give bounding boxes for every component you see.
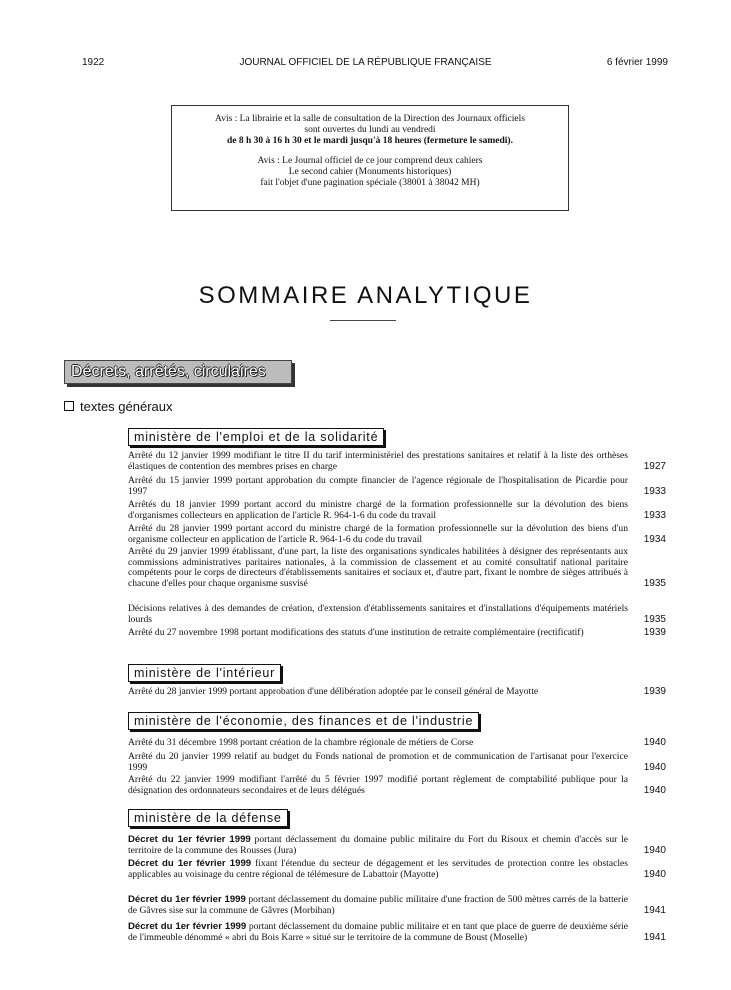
entry-text: portant déclassement du domaine public militaire du Fort du Risoux et chemin d'accès sur le territoire de la commune des Rousses (Jura)	[128, 834, 628, 856]
entry-text: portant déclassement du domaine public militaire et en tant que place de guerre de deuxième série de l'immeuble dénommé « abri du Bois Karre » situé sur le territoire de la commune de Boust (Moselle)	[128, 921, 629, 943]
entry-lead: Décret du 1er février 1999	[128, 894, 246, 905]
entry-page: 1933	[643, 509, 666, 521]
entry-page: 1940	[643, 761, 666, 773]
entry-lead: Décret du 1er février 1999	[128, 858, 252, 869]
entry-page: 1935	[643, 577, 666, 589]
notice-line: Avis : Le Journal officiel de ce jour comprend deux cahiers	[257, 156, 483, 166]
notice-line: Avis : La librairie et la salle de consultation de la Direction des Journaux officiels	[215, 114, 525, 124]
ministry-heading: ministère de l'emploi et de la solidarité	[128, 428, 384, 446]
ministry-heading: ministère de la défense	[128, 809, 288, 827]
entry-text: Arrêté du 28 janvier 1999 portant approbation d'une délibération adoptée par le conseil général de Mayotte	[128, 686, 539, 697]
entry-text: Décisions relatives à des demandes de création, d'extension d'établissements sanitaires et d'installations d'équipements matériels lourds	[128, 603, 628, 625]
page-number: 1922	[82, 57, 105, 68]
entry-lead: Décret du 1er février 1999	[128, 921, 247, 932]
list-item	[128, 687, 666, 698]
entry-text: Arrêté du 29 janvier 1999 établissant, d'une part, la liste des organisations syndicales habilitées à désigner des représentants aux commissions administratives paritaires nationales, à la commission de classement et au comité consultatif national paritaire compétents pour le corps de directeurs d'établissements sanitaires et sociaux et, d'autre part, fixant le nombre de sièges attribués à chacune d'elles pour chaque organisme susvisé	[128, 546, 628, 589]
entry-text: Arrêté du 22 janvier 1999 modifiant l'arrêté du 5 février 1997 modifié portant règlement de comptabilité publique pour la désignation des ordonnateurs secondaires et de leurs délégués	[128, 774, 628, 796]
list-item	[128, 500, 666, 521]
issue-date: 6 février 1999	[606, 57, 668, 68]
list-item	[128, 451, 666, 472]
entry-page: 1940	[643, 844, 666, 856]
list-item	[128, 752, 666, 773]
entry-page: 1941	[643, 904, 666, 916]
list-item	[128, 835, 666, 856]
list-item	[128, 775, 666, 796]
list-item	[128, 524, 666, 545]
notice-line: fait l'objet d'une pagination spéciale (38001 à 38042 MH)	[260, 178, 480, 188]
entry-page: 1939	[643, 686, 666, 697]
entry-page: 1940	[643, 737, 666, 748]
entry-page: 1940	[643, 784, 666, 796]
entry-text: Arrêté du 27 novembre 1998 portant modifications des statuts d'une institution de retraite complémentaire (rectificatif)	[128, 627, 584, 638]
notice-line: Le second cahier (Monuments historiques)	[288, 167, 452, 177]
notice-line: de 8 h 30 à 16 h 30 et le mardi jusqu'à 18 heures (fermeture le samedi).	[227, 136, 513, 146]
ministry-heading: ministère de l'économie, des finances et de l'industrie	[128, 712, 479, 730]
entry-lead: Décret du 1er février 1999	[128, 834, 251, 845]
entry-text: Arrêté du 15 janvier 1999 portant approbation du compte financier de l'agence régionale de l'hospitalisation de Picardie pour 1997	[128, 475, 628, 497]
entry-text: fixant l'étendue du secteur de dégagement et les servitudes de protection contre les obstacles applicables au voisinage du centre régional de télémesure de Labattoir (Mayotte)	[128, 858, 629, 880]
journal-name: JOURNAL OFFICIEL DE LA RÉPUBLIQUE FRANÇAISE	[239, 57, 492, 68]
entry-page: 1940	[643, 868, 666, 880]
subsection-label: textes généraux	[80, 399, 173, 414]
list-item	[128, 859, 666, 880]
checkbox-bullet-icon	[64, 401, 74, 411]
list-item	[128, 628, 666, 639]
entry-page: 1933	[643, 485, 666, 497]
notice-box	[171, 105, 569, 211]
notice-line: sont ouvertes du lundi au vendredi	[304, 125, 436, 135]
list-item	[128, 738, 666, 749]
entry-text: Arrêtés du 18 janvier 1999 portant accord du ministre chargé de la formation professionnelle sur la dévolution des biens d'organismes collecteurs en application de l'article R. 964-1-6 du code du travail	[128, 499, 628, 521]
subsection-heading	[64, 399, 173, 414]
list-item	[128, 895, 666, 916]
entry-page: 1935	[643, 613, 666, 625]
entry-text: Arrêté du 20 janvier 1999 relatif au budget du Fonds national de promotion et de communication de l'artisanat pour l'exercice 1999	[128, 751, 628, 773]
title-rule	[330, 320, 396, 321]
list-item	[128, 922, 666, 943]
entry-page: 1927	[643, 460, 666, 472]
list-item	[128, 476, 666, 497]
entry-text: Arrêté du 12 janvier 1999 modifiant le titre II du tarif interministériel des prestations sanitaires et relatif à la liste des orthèses élastiques de contention des membres prises en charge	[128, 450, 628, 472]
entry-page: 1941	[643, 931, 666, 943]
entry-page: 1934	[643, 533, 666, 545]
entry-text: Arrêté du 28 janvier 1999 portant accord du ministre chargé de la formation professionnelle sur la dévolution des biens d'un organisme collecteur en application de l'article R. 964-1-6 du code du travail	[128, 523, 628, 545]
section-banner: Décrets, arrêtés, circulaires	[64, 360, 292, 384]
entry-text: Arrêté du 31 décembre 1998 portant création de la chambre régionale de métiers de Corse	[128, 737, 474, 748]
entry-page: 1939	[643, 627, 666, 638]
page-title: SOMMAIRE ANALYTIQUE	[198, 282, 533, 309]
ministry-heading: ministère de l'intérieur	[128, 664, 281, 682]
list-item	[128, 547, 666, 589]
entry-text: portant déclassement du domaine public militaire d'une fraction de 500 mètres carrés de la batterie de Gâvres sise sur la commune de Gâvres (Morbihan)	[128, 894, 629, 916]
list-item	[128, 604, 666, 625]
